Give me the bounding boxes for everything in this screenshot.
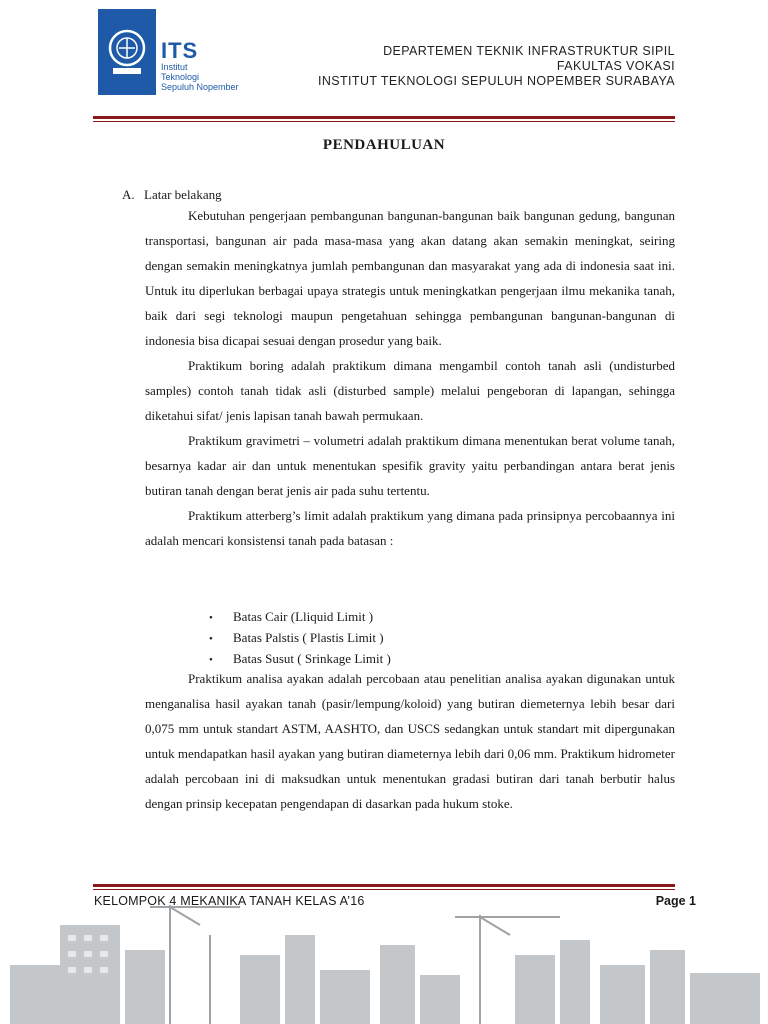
header-divider-thin xyxy=(93,121,675,122)
paragraph-1: Kebutuhan pengerjaan pembangunan bangunan-bangunan baik bangunan gedung, bangunan transportasi, bangunan air pada masa-masa yang akan datang akan semakin meningkat, seiring dengan semakin meningkatnya jumlah pembangunan dan masyarakat yang ada di indonesia saat ini. Untuk itu diperlukan berbagai upaya strategis untuk meningkatkan pengerjaan ilmu mekanika tanah, baik dari segi teknologi maupun pengetahuan sehingga pembangunan bangunan-bangunan di indonesia bisa dicapai sesuai dengan prosedur yang baik. xyxy=(145,208,675,348)
logo-line-1: Institut xyxy=(161,62,188,72)
list-item: • Batas Susut ( Srinkage Limit ) xyxy=(209,649,391,670)
list-item: • Batas Palstis ( Plastis Limit ) xyxy=(209,628,391,649)
footer-divider-thin xyxy=(93,889,675,890)
footer-divider xyxy=(93,884,675,887)
header-divider xyxy=(93,116,675,119)
its-logo-emblem xyxy=(98,9,156,95)
paragraph-3: Praktikum gravimetri – volumetri adalah praktikum dimana menentukan berat volume tanah, besarnya kadar air dan untuk menentukan spesifik gravity yaitu perbandingan antara berat jenis butiran tanah dengan berat jenis air pada suhu tertentu. xyxy=(145,433,675,498)
page-number: Page 1 xyxy=(655,894,696,908)
institution-header xyxy=(318,44,675,89)
paragraph-2: Praktikum boring adalah praktikum dimana mengambil contoh tanah asli (undisturbed samples) contoh tanah tidak asli (disturbed sample) melalui pengeboran di lapangan, sehingga diketahui sifat/ jenis lapisan tanah bawah permukaan. xyxy=(145,358,675,423)
section-heading xyxy=(122,187,222,203)
logo-line-2: Teknologi xyxy=(161,72,200,82)
limit-list xyxy=(209,607,391,670)
construction-skyline-illustration xyxy=(0,895,768,1024)
header-department: DEPARTEMEN TEKNIK INFRASTRUKTUR SIPIL xyxy=(383,44,675,58)
emblem-icon xyxy=(105,22,149,82)
header-institute: INSTITUT TEKNOLOGI SEPULUH NOPEMBER SURABAYA xyxy=(317,74,675,88)
footer-group-label: KELOMPOK 4 MEKANIKA TANAH KELAS A’16 xyxy=(94,894,365,908)
list-item: • Batas Cair (Lliquid Limit ) xyxy=(209,607,391,628)
body-block-1 xyxy=(145,203,675,553)
body-block-2 xyxy=(145,666,675,816)
its-logo-wordmark xyxy=(161,40,239,92)
paragraph-5: Praktikum analisa ayakan adalah percobaan atau penelitian analisa ayakan digunakan untuk menganalisa hasil ayakan tanah (pasir/lempung/koloid) yang butiran diemeternya lebih besar dari 0,075 mm untuk standart ASTM, AASHTO, dan USCS sedangkan untuk standart mit dipergunakan untuk mendapatkan hasil ayakan yang butiran diameternya lebih dari 0,06 mm. Praktikum hidrometer adalah percobaan ini di maksudkan untuk menentukan gradasi butiran dari tanah berbutir halus dengan prinsip kecepatan pengendapan di dasarkan pada hukum stoke. xyxy=(145,671,675,811)
logo-brand: ITS xyxy=(161,38,199,63)
paragraph-4: Praktikum atterberg’s limit adalah praktikum yang dimana pada prinsipnya percobaannya ini adalah mencari konsistensi tanah pada batasan : xyxy=(145,508,675,548)
section-number: A. xyxy=(122,187,135,202)
logo-line-3: Sepuluh Nopember xyxy=(161,82,239,92)
header-faculty: FAKULTAS VOKASI xyxy=(556,59,675,73)
section-title: Latar belakang xyxy=(144,187,222,202)
page-title: PENDAHULUAN xyxy=(322,137,446,153)
